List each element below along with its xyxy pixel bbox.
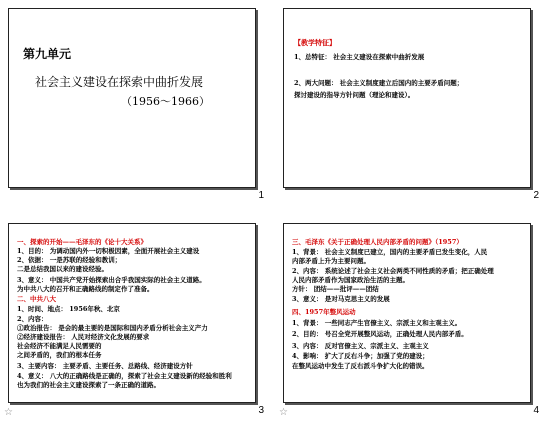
text-line: 4、影响： 扩大了反右斗争；加强了党的建设； bbox=[292, 352, 429, 360]
text-line: 3、内容： 反对官僚主义、宗派主义、主观主义 bbox=[292, 342, 429, 350]
slide-thumbnail-2[interactable] bbox=[275, 0, 549, 214]
slide-3 bbox=[8, 223, 256, 403]
text-line: 2、目的： 号召全党开展整风运动，正确处理人民内部矛盾。 bbox=[292, 330, 468, 338]
slide-heading: 【教学特征】 bbox=[294, 38, 336, 47]
text-line: 2、内容： 系统论述了社会主义社会两类不同性质的矛盾；把正确处理 bbox=[292, 267, 494, 275]
text-line: 在整风运动中发生了反右派斗争扩大化的错误。 bbox=[292, 362, 429, 370]
page-number: 3 bbox=[258, 405, 264, 416]
unit-title: 第九单元 bbox=[23, 47, 72, 61]
text-line: 1、时间、地点： 1956年秋、北京 bbox=[17, 305, 120, 313]
page-number: 4 bbox=[533, 405, 539, 416]
text-line: 3、意义： 是对马克思主义的发展 bbox=[292, 295, 390, 303]
text-line: 也为我们的社会主义建设探索了一条正确的道路。 bbox=[17, 381, 160, 389]
text-line: ①政治报告： 是会的最主要的是国际和国内矛盾分析社会主义产力 bbox=[17, 324, 208, 332]
page-number: 1 bbox=[258, 190, 264, 201]
text-line: 内部矛盾上升为主要问题。 bbox=[292, 257, 370, 265]
text-line: 社会经济不能满足人民需要的 bbox=[17, 342, 102, 350]
star-icon: ☆ bbox=[4, 407, 13, 418]
text-line: 探讨建设的指导方针问题（理论和建设）。 bbox=[294, 91, 415, 99]
slide-main-title: 社会主义建设在探索中曲折发展 bbox=[35, 75, 204, 89]
text-line: 一、探索的开始——毛泽东的《论十大关系》 bbox=[17, 238, 147, 246]
slide-thumbnail-4[interactable] bbox=[275, 215, 549, 429]
text-line: 二是总结我国以来的建设经验。 bbox=[17, 265, 108, 273]
text-line: 人民内部矛盾作为国家政治生活的主题。 bbox=[292, 276, 409, 284]
text-line: 1、背景： 社会主义制度已建立，国内的主要矛盾已发生变化，人民 bbox=[292, 248, 488, 256]
star-icon: ☆ bbox=[279, 407, 288, 418]
text-line: 三、毛泽东《关于正确处理人民内部矛盾的问题》（1957） bbox=[292, 238, 463, 246]
slide-4 bbox=[283, 223, 531, 403]
text-line: ②经济建设报告： 人民对经济文化发展的要求 bbox=[17, 333, 150, 341]
slide-1 bbox=[8, 8, 256, 188]
text-line: 四、1957年整风运动 bbox=[292, 308, 356, 316]
text-line: 1、背景： 一些同志产生官僚主义、宗派主义和主观主义。 bbox=[292, 319, 462, 327]
text-line: 4、意义： 八大的正确路线是正确的，探索了社会主义建设新的经验和胜利 bbox=[17, 372, 232, 380]
text-line: 1、总特征： 社会主义建设在探索中曲折发展 bbox=[294, 53, 425, 61]
text-line: 之间矛盾的，我们的根本任务 bbox=[17, 351, 102, 359]
text-line: 2、内容： bbox=[17, 315, 48, 323]
text-line: 1、目的： 为调动国内外一切积极因素，全面开展社会主义建设 bbox=[17, 247, 200, 255]
slide-2 bbox=[283, 8, 531, 188]
text-line: 3、意义： 中国共产党开始探索出合乎我国实际的社会主义道路。 bbox=[17, 276, 206, 284]
slide-years: （1956～1966） bbox=[121, 95, 210, 108]
text-line: 3、主要内容： 主要矛盾、主要任务、总路线、经济建设方针 bbox=[17, 362, 193, 370]
page-number: 2 bbox=[533, 190, 539, 201]
text-line: 方针： 团结——批评——团结 bbox=[292, 285, 379, 293]
text-line: 2、两大问题： 社会主义制度建立后国内的主要矛盾问题； bbox=[294, 79, 464, 87]
slide-thumbnail-3[interactable] bbox=[0, 215, 274, 429]
slide-thumbnail-1[interactable] bbox=[0, 0, 274, 214]
text-line: 2、依据： 一是苏联的经验和教训； bbox=[17, 256, 122, 264]
text-line: 二、中共八大 bbox=[17, 295, 56, 303]
text-line: 为中共八大的召开和正确路线的制定作了准备。 bbox=[17, 285, 154, 293]
